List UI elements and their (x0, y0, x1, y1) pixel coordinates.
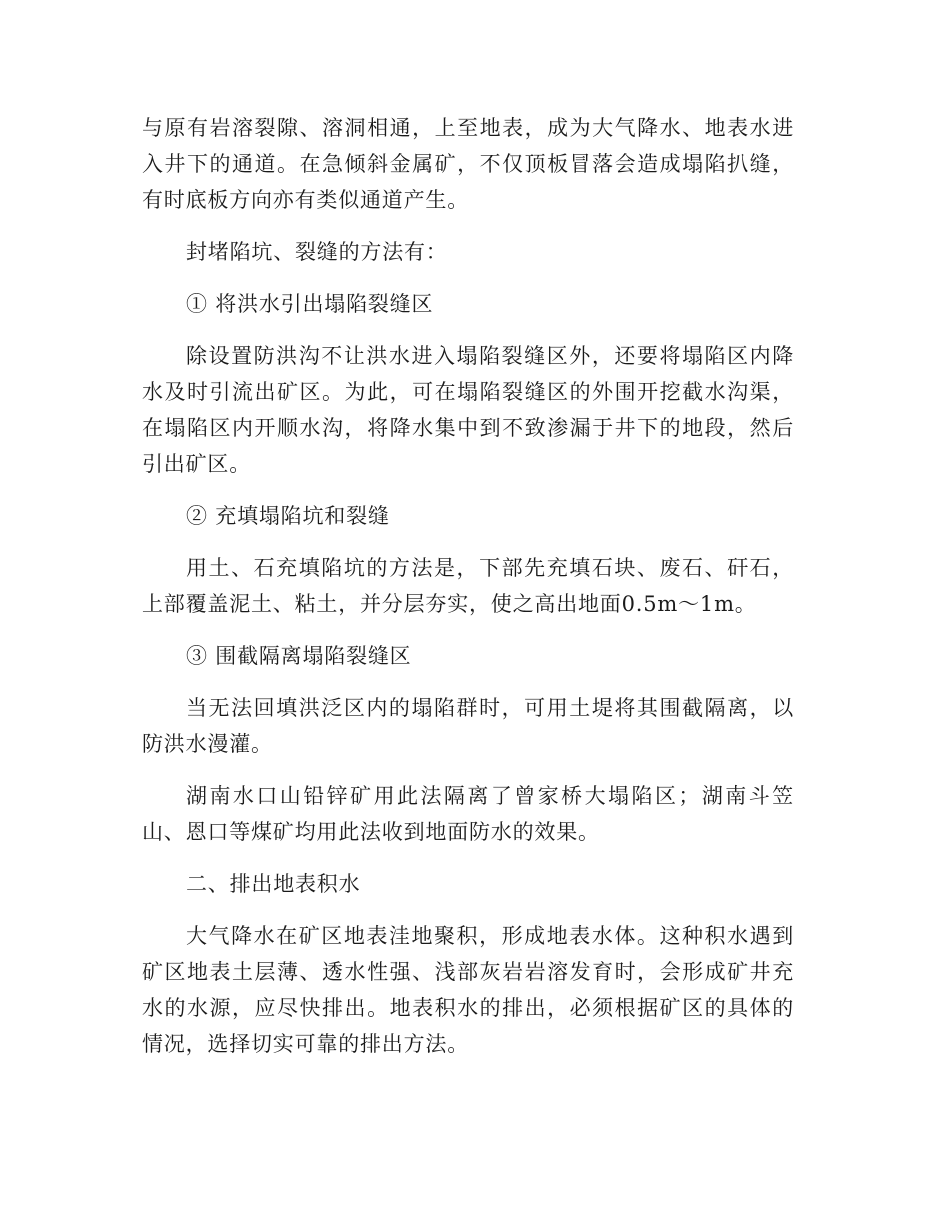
paragraph-drain-surface-water: 大气降水在矿区地表洼地聚积，形成地表水体。这种积水遇到矿区地表土层薄、透水性强、浅部灰岩岩溶发育时，会形成矿井充水的水源，应尽快排出。地表积水的排出，必须根据矿区的具体的情况，选择切实可靠的排出方法。 (142, 924, 794, 1056)
heading-method-3: ③ 围截隔离塌陷裂缝区 (186, 644, 412, 668)
paragraph-method-3: 当无法回填洪泛区内的塌陷群时，可用土堤将其围截隔离，以防洪水漫灌。 (142, 696, 794, 756)
heading-method-2: ② 充填塌陷坑和裂缝 (186, 504, 390, 528)
heading-method-1: ① 将洪水引出塌陷裂缝区 (186, 292, 434, 316)
paragraph-methods-intro: 封堵陷坑、裂缝的方法有： (186, 240, 448, 264)
paragraph-method-1: 除设置防洪沟不让洪水进入塌陷裂缝区外，还要将塌陷区内降水及时引流出矿区。为此，可在塌陷裂缝区的外围开挖截水沟渠，在塌陷区内开顺水沟，将降水集中到不致渗漏于井下的地段，然后引出矿区。 (142, 344, 794, 476)
paragraph-continuation: 与原有岩溶裂隙、溶洞相通，上至地表，成为大气降水、地表水进入井下的通道。在急倾斜金属矿，不仅顶板冒落会造成塌陷扒缝，有时底板方向亦有类似通道产生。 (142, 116, 794, 212)
document-body (142, 110, 794, 1062)
paragraph-examples: 湖南水口山铅锌矿用此法隔离了曾家桥大塌陷区；湖南斗笠山、恩口等煤矿均用此法收到地面防水的效果。 (142, 784, 794, 844)
section-heading-drain-surface-water: 二、排出地表积水 (186, 872, 361, 896)
paragraph-method-2: 用土、石充填陷坑的方法是，下部先充填石块、废石、矸石，上部覆盖泥土、粘土，并分层夯实，使之高出地面0.5m～1m。 (142, 556, 794, 616)
